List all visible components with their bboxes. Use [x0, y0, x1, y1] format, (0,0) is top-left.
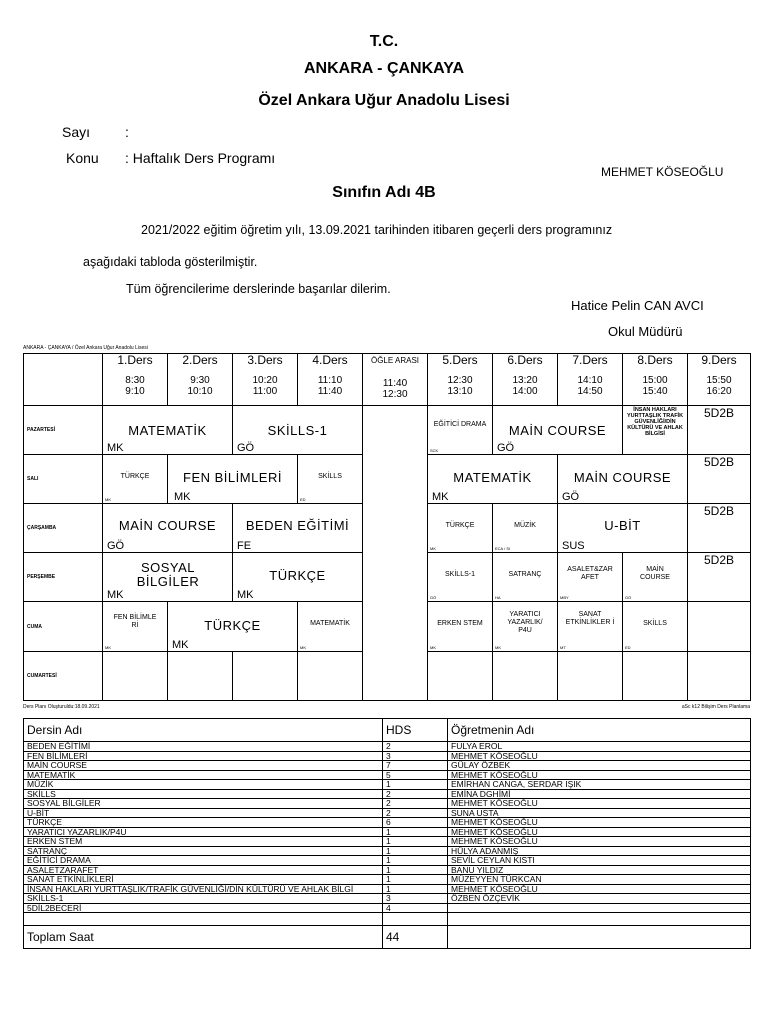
summary-subject: 5DİL2BECERİ [24, 903, 383, 913]
summary-hours: 1 [383, 837, 448, 847]
sayi-label: Sayı [62, 124, 91, 140]
lesson-cell [428, 406, 493, 455]
lesson-name: SKİLLS [643, 620, 667, 627]
teacher-code: FE [237, 540, 252, 552]
summary-hours: 1 [383, 884, 448, 894]
summary-teacher: SEVİL CEYLAN KISTI [448, 856, 751, 866]
period-header-lunch [363, 354, 428, 406]
period-start: 14:10 [577, 375, 603, 386]
teacher-code: MK [105, 645, 111, 650]
summary-hours: 1 [383, 856, 448, 866]
period-name: 2.Ders [182, 353, 218, 367]
day-row-monday [24, 406, 751, 455]
summary-header-row [24, 719, 751, 742]
teacher-code: GÖ [625, 595, 632, 600]
period-name: 3.Ders [247, 353, 283, 367]
teacher-code: ED [300, 497, 306, 502]
period-header [103, 354, 168, 406]
lesson-name: SKİLLS-1 [445, 571, 475, 578]
period-end: 11:40 [317, 386, 343, 397]
teacher-code: MK [430, 546, 436, 551]
summary-hours: 5 [383, 770, 448, 780]
summary-teacher: MEHMET KÖSEOĞLU [448, 884, 751, 894]
period-start: 8:30 [125, 375, 145, 386]
period-start: 9:30 [190, 375, 210, 386]
period-header-row [24, 354, 751, 406]
day-label: CUMARTESİ [24, 652, 103, 701]
day-label: PAZARTESİ [24, 406, 103, 455]
lesson-cell [428, 553, 493, 602]
empty-cell [428, 652, 493, 701]
lesson-cell [103, 455, 168, 504]
lesson-cell [623, 553, 688, 602]
summary-hours: 2 [383, 799, 448, 809]
period-start: 15:00 [642, 375, 668, 386]
period-header [428, 354, 493, 406]
period-end: 12:30 [382, 389, 408, 400]
teacher-code: ECA / SI [495, 546, 511, 551]
software-credit: aSc k12 Bilişim Ders Planlama [681, 704, 750, 710]
summary-subject: ASALETZARAFET [24, 865, 383, 875]
lesson-name: FEN BİLİMLERİ [183, 470, 282, 485]
summary-hours: 2 [383, 742, 448, 752]
teacher-code: GÖ [107, 540, 125, 552]
lesson-name: İNSAN HAKLARI YURTTAŞLIK TRAFİK GÜVENLİĞİ/DİN KÜLTÜRÜ VE AHLAK BİLGİSİ [626, 407, 684, 437]
summary-teacher: MEHMET KÖSEOĞLU [448, 827, 751, 837]
period-end: 14:00 [512, 386, 538, 397]
table-row [24, 875, 751, 885]
paragraph-1: 2021/2022 eğitim öğretim yılı, 13.09.2021 tarihinden itibaren geçerli ders programınız [141, 223, 613, 237]
teacher-code: MK [300, 645, 306, 650]
summary-total-row [24, 926, 751, 949]
period-name: 8.Ders [637, 353, 673, 367]
table-row [24, 780, 751, 790]
lesson-name: ERKEN STEM [437, 620, 483, 627]
created-date: Ders Planı Oluşturuldu:18.09.2021 [23, 704, 100, 710]
empty-cell [103, 652, 168, 701]
class-code: 5D2B [688, 455, 751, 504]
teacher-code: MK [174, 491, 191, 503]
period-name: 9.Ders [701, 353, 737, 367]
period-end: 14:50 [577, 386, 603, 397]
principal-name: Hatice Pelin CAN AVCI [571, 298, 704, 313]
summary-subject: İNSAN HAKLARI YURTTAŞLIK/TRAFİK GÜVENLİĞİ/DİN KÜLTÜRÜ VE AHLAK BİLGİ [24, 884, 383, 894]
blank-cell [448, 913, 751, 926]
lesson-cell [428, 602, 493, 652]
empty-cell [688, 652, 751, 701]
lesson-name: MAİN COURSE [118, 518, 217, 533]
teacher-code: MK [107, 442, 124, 454]
lesson-name: FEN BİLİMLE Rİ [113, 614, 157, 629]
col-teacher-header: Öğretmenin Adı [448, 719, 751, 742]
lesson-cell [428, 455, 558, 504]
paragraph-2: aşağıdaki tabloda gösterilmiştir. [83, 255, 258, 269]
school-name: Özel Ankara Uğur Anadolu Lisesi [258, 92, 510, 109]
summary-teacher: FULYA EROL [448, 742, 751, 752]
lesson-name: SATRANÇ [508, 571, 542, 578]
blank-cell [383, 913, 448, 926]
teacher-name: MEHMET KÖSEOĞLU [601, 165, 724, 179]
teacher-code: GÖ [430, 595, 437, 600]
lesson-name: TÜRKÇE [204, 618, 261, 633]
period-end: 10:10 [187, 386, 213, 397]
period-name: 5.Ders [442, 353, 478, 367]
table-row [24, 837, 751, 847]
period-name: 1.Ders [117, 353, 153, 367]
period-end: 16:20 [706, 386, 732, 397]
class-code: 5D2B [688, 504, 751, 553]
summary-subject: EĞİTİCİ DRAMA [24, 856, 383, 866]
empty-cell [688, 602, 751, 652]
lesson-cell [623, 602, 688, 652]
teacher-code: MK [495, 645, 501, 650]
summary-teacher: MEHMET KÖSEOĞLU [448, 751, 751, 761]
summary-subject: SATRANÇ [24, 846, 383, 856]
summary-subject: MAİN COURSE [24, 761, 383, 771]
summary-subject: BEDEN EĞİTİMİ [24, 742, 383, 752]
summary-teacher: MEHMET KÖSEOĞLU [448, 837, 751, 847]
lesson-name: BEDEN EĞİTİMİ [245, 518, 350, 533]
summary-blank-row [24, 913, 751, 926]
summary-subject: MÜZİK [24, 780, 383, 790]
summary-teacher [448, 903, 751, 913]
lesson-name: MATEMATİK [310, 620, 350, 627]
summary-hours: 1 [383, 827, 448, 837]
day-label: PERŞEMBE [24, 553, 103, 602]
summary-teacher: MEHMET KÖSEOĞLU [448, 799, 751, 809]
summary-teacher: HÜLYA ADANMIŞ [448, 846, 751, 856]
lesson-cell [623, 406, 688, 455]
summary-hours: 4 [383, 903, 448, 913]
lesson-name: TÜRKÇE [445, 522, 475, 529]
summary-hours: 3 [383, 894, 448, 904]
teacher-code: GÖ [237, 442, 255, 454]
lesson-name: YARATICI YAZARLIK/ P4U [507, 611, 543, 634]
teacher-code: MT [560, 645, 566, 650]
class-title: Sınıfın Adı 4B [332, 184, 436, 201]
period-start: 13:20 [512, 375, 538, 386]
lesson-cell [168, 602, 298, 652]
period-start: 11:40 [382, 378, 408, 389]
summary-hours: 2 [383, 789, 448, 799]
lesson-name: ASALET&ZAR AFET [567, 566, 613, 581]
empty-cell [298, 652, 363, 701]
summary-hours: 1 [383, 875, 448, 885]
lesson-name: MAİN COURSE [640, 566, 670, 581]
lesson-cell [493, 602, 558, 652]
summary-teacher: MEHMET KÖSEOĞLU [448, 770, 751, 780]
table-row [24, 799, 751, 809]
day-label: ÇARŞAMBA [24, 504, 103, 553]
summary-subject: TÜRKÇE [24, 818, 383, 828]
lesson-cell [103, 602, 168, 652]
class-code: 5D2B [688, 553, 751, 602]
period-end: 11:00 [252, 386, 278, 397]
summary-hours: 6 [383, 818, 448, 828]
period-end: 13:10 [447, 386, 473, 397]
teacher-code: MK [432, 491, 449, 503]
total-label: Toplam Saat [24, 926, 383, 949]
summary-hours: 3 [383, 751, 448, 761]
period-header [623, 354, 688, 406]
teacher-code: MK [107, 589, 124, 601]
table-caption: ANKARA - ÇANKAYA / Özel Ankara Uğur Anadolu Lisesi [23, 345, 148, 351]
blank-cell [24, 913, 383, 926]
summary-hours: 1 [383, 780, 448, 790]
summary-hours: 2 [383, 808, 448, 818]
lesson-name: U-BİT [604, 518, 641, 533]
empty-cell [168, 652, 233, 701]
day-label: SALI [24, 455, 103, 504]
period-end: 15:40 [642, 386, 668, 397]
teacher-code: SCK [430, 448, 439, 453]
paragraph-3: Tüm öğrencilerime derslerinde başarılar dilerim. [126, 282, 391, 296]
konu-value: : Haftalık Ders Programı [125, 150, 276, 166]
table-row [24, 894, 751, 904]
lesson-cell [103, 504, 233, 553]
lesson-name: MAİN COURSE [508, 423, 607, 438]
period-header [558, 354, 623, 406]
teacher-code: SUS [562, 540, 585, 552]
teacher-code: MK [172, 639, 189, 651]
header-tc: T.C. [369, 33, 399, 50]
period-name: ÖĞLE ARASI [370, 356, 420, 365]
table-row [24, 856, 751, 866]
table-row [24, 761, 751, 771]
summary-subject: MATEMATİK [24, 770, 383, 780]
summary-teacher: MEHMET KÖSEOĞLU [448, 818, 751, 828]
principal-title: Okul Müdürü [608, 324, 683, 339]
empty-cell [233, 652, 298, 701]
corner-cell [24, 354, 103, 406]
period-start: 11:10 [317, 375, 343, 386]
summary-hours: 1 [383, 846, 448, 856]
summary-subject: SKİLLS-1 [24, 894, 383, 904]
konu-label: Konu [66, 150, 99, 166]
empty-cell [558, 652, 623, 701]
lesson-cell [103, 406, 233, 455]
lesson-cell [558, 455, 688, 504]
lesson-cell [558, 553, 623, 602]
lesson-cell [493, 553, 558, 602]
lesson-name: SKİLLS-1 [267, 423, 328, 438]
lesson-name: EĞİTİCİ DRAMA [433, 421, 487, 428]
period-header [233, 354, 298, 406]
summary-subject: YARATICI YAZARLIK/P4U [24, 827, 383, 837]
table-row [24, 742, 751, 752]
lesson-name: TÜRKÇE [120, 473, 150, 480]
day-label: CUMA [24, 602, 103, 652]
lesson-name: SANAT ETKİNLİKLER İ [565, 611, 615, 626]
lesson-cell [298, 455, 363, 504]
lesson-cell [558, 504, 688, 553]
class-code: 5D2B [688, 406, 751, 455]
summary-subject: SANAT ETKİNLİKLERİ [24, 875, 383, 885]
table-row [24, 903, 751, 913]
summary-teacher: ÖZBEN ÖZÇEVİK [448, 894, 751, 904]
period-name: 4.Ders [312, 353, 348, 367]
summary-teacher: BANU YILDIZ [448, 865, 751, 875]
lesson-name: SOSYAL BİLGİLER [136, 560, 200, 589]
teacher-code: MK [105, 497, 111, 502]
period-name: 7.Ders [572, 353, 608, 367]
lesson-name: MÜZİK [514, 522, 536, 529]
teacher-code: GÖ [562, 491, 580, 503]
summary-teacher: EMİNA DGHİMİ [448, 789, 751, 799]
summary-subject: U-BİT [24, 808, 383, 818]
lesson-cell [298, 602, 363, 652]
period-start: 10:20 [252, 375, 278, 386]
empty-cell [493, 652, 558, 701]
lesson-cell [428, 504, 493, 553]
teacher-code: MBY [560, 595, 569, 600]
lesson-name: MATEMATİK [453, 470, 532, 485]
sayi-colon: : [125, 124, 129, 140]
lesson-cell [558, 602, 623, 652]
summary-subject: SOSYAL BİLGİLER [24, 799, 383, 809]
period-header [168, 354, 233, 406]
lesson-cell [233, 406, 363, 455]
table-row [24, 818, 751, 828]
lesson-name: TÜRKÇE [269, 568, 326, 583]
lesson-cell [493, 504, 558, 553]
lesson-cell [233, 553, 363, 602]
lesson-name: MATEMATİK [128, 423, 207, 438]
period-name: 6.Ders [507, 353, 543, 367]
schedule-table [23, 353, 751, 701]
summary-hours: 1 [383, 865, 448, 875]
empty-cell [623, 652, 688, 701]
lesson-cell [168, 455, 298, 504]
header-city: ANKARA - ÇANKAYA [303, 60, 464, 77]
period-header [493, 354, 558, 406]
col-hours-header: HDS [383, 719, 448, 742]
lesson-name: MAİN COURSE [573, 470, 672, 485]
teacher-code: MK [430, 645, 436, 650]
lesson-cell [233, 504, 363, 553]
teacher-code: GÖ [497, 442, 515, 454]
summary-teacher: SUNA USTA [448, 808, 751, 818]
total-value: 44 [383, 926, 448, 949]
period-header [298, 354, 363, 406]
summary-table [23, 718, 751, 949]
blank-cell [448, 926, 751, 949]
period-start: 12:30 [447, 375, 473, 386]
teacher-code: MK [237, 589, 254, 601]
summary-teacher: GÜLAY ÖZBEK [448, 761, 751, 771]
lesson-name: SKİLLS [318, 473, 342, 480]
period-end: 9:10 [125, 386, 145, 397]
summary-subject: FEN BİLİMLERİ [24, 751, 383, 761]
period-header [688, 354, 751, 406]
lesson-cell [493, 406, 623, 455]
summary-hours: 7 [383, 761, 448, 771]
teacher-code: ED [625, 645, 631, 650]
lesson-cell [103, 553, 233, 602]
teacher-code: HA [495, 595, 501, 600]
summary-teacher: EMİRHAN CANGA, SERDAR IŞIK [448, 780, 751, 790]
summary-subject: ERKEN STEM [24, 837, 383, 847]
lunch-column [363, 406, 428, 701]
summary-subject: SKİLLS [24, 789, 383, 799]
col-subject-header: Dersin Adı [24, 719, 383, 742]
period-start: 15:50 [706, 375, 732, 386]
summary-teacher: MÜZEYYEN TÜRKCAN [448, 875, 751, 885]
